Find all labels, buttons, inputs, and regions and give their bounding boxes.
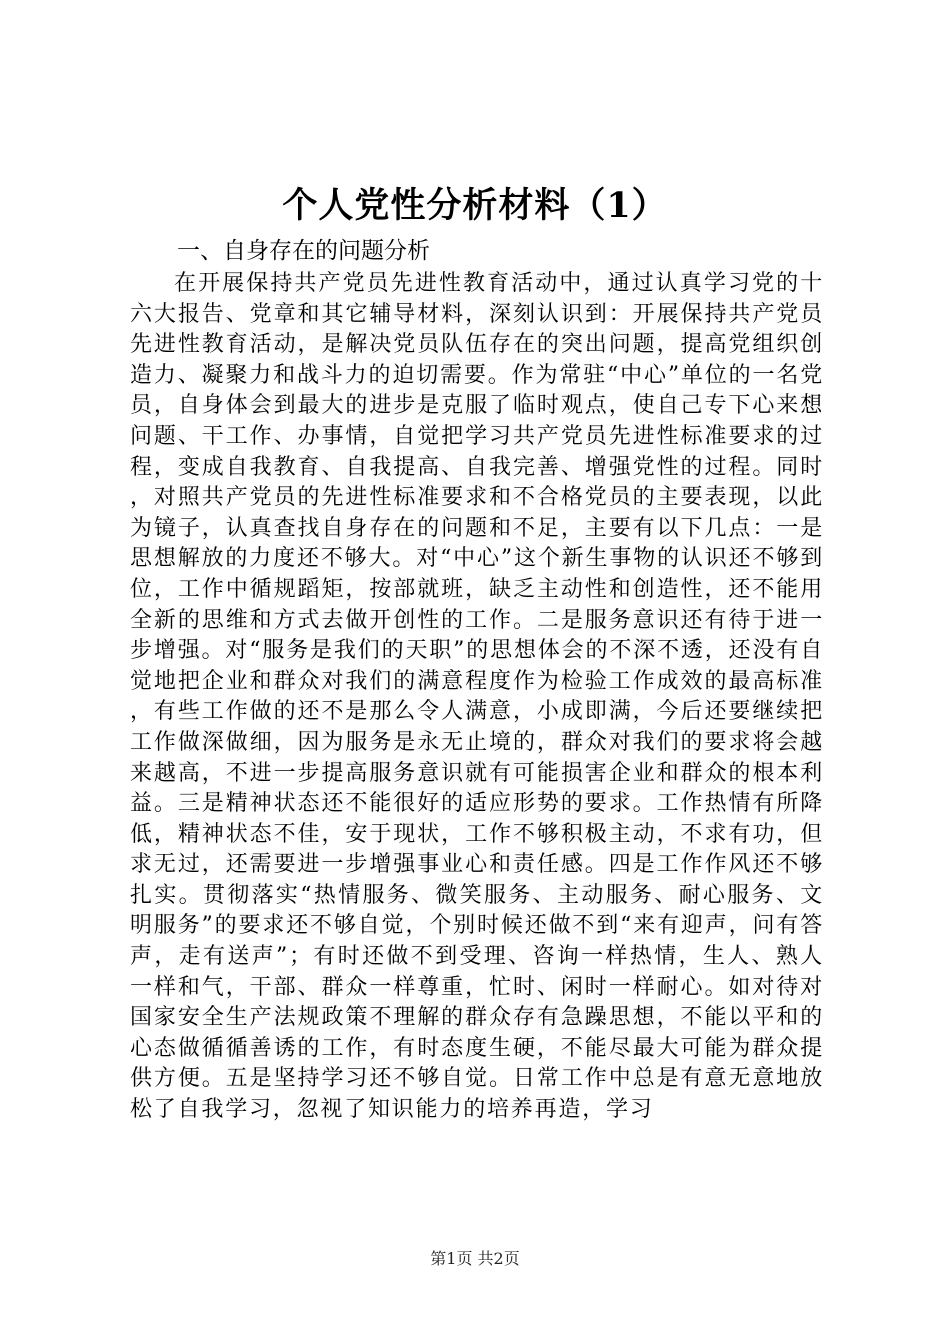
body-paragraph: 在开展保持共产党员先进性教育活动中，通过认真学习党的十六大报告、党章和其它辅导材料，深刻认识到：开展保持共产党员先进性教育活动，是解决党员队伍存在的突出问题，提高党组织创造力、凝聚力和战斗力的迫切需要。作为常驻“中心”单位的一名党员，自身体会到最大的进步是克服了临时观点，使自己专下心来想问题、干工作、办事情，自觉把学习共产党员先进性标准要求的过程，变成自我教育、自我提高、自我完善、增强党性的过程。同时，对照共产党员的先进性标准要求和不合格党员的主要表现，以此为镜子，认真查找自身存在的问题和不足，主要有以下几点：一是思想解放的力度还不够大。对“中心”这个新生事物的认识还不够到位，工作中循规蹈矩，按部就班，缺乏主动性和创造性，还不能用全新的思维和方式去做开创性的工作。二是服务意识还有待于进一步增强。对“服务是我们的天职”的思想体会的不深不透，还没有自觉地把企业和群众对我们的满意程度作为检验工作成效的最高标准，有些工作做的还不是那么令人满意，小成即满，今后还要继续把工作做深做细，因为服务是永无止境的，群众对我们的要求将会越来越高，不进一步提高服务意识就有可能损害企业和群众的根本利益。三是精神状态还不能很好的适应形势的要求。工作热情有所降低，精神状态不佳，安于现状，工作不够积极主动，不求有功，但求无过，还需要进一步增强事业心和责任感。四是工作作风还不够扎实。贯彻落实“热情服务、微笑服务、主动服务、耐心服务、文明服务”的要求还不够自觉，个别时候还做不到“来有迎声，问有答声，走有送声”；有时还做不到受理、咨询一样热情，生人、熟人一样和气，干部、群众一样尊重，忙时、闲时一样耐心。如对待对国家安全生产法规政策不理解的群众存有急躁思想，不能以平和的心态做循循善诱的工作，有时态度生硬，不能尽最大可能为群众提供方便。五是坚持学习还不够自觉。日常工作中总是有意无意地放松了自我学习，忽视了知识能力的培养再造，学习: [130, 271, 824, 1123]
document-title: 个人党性分析材料（1）: [282, 185, 668, 226]
page-footer: 第1页 共2页: [430, 1249, 520, 1268]
section-heading: 一、自身存在的问题分析: [177, 238, 430, 264]
